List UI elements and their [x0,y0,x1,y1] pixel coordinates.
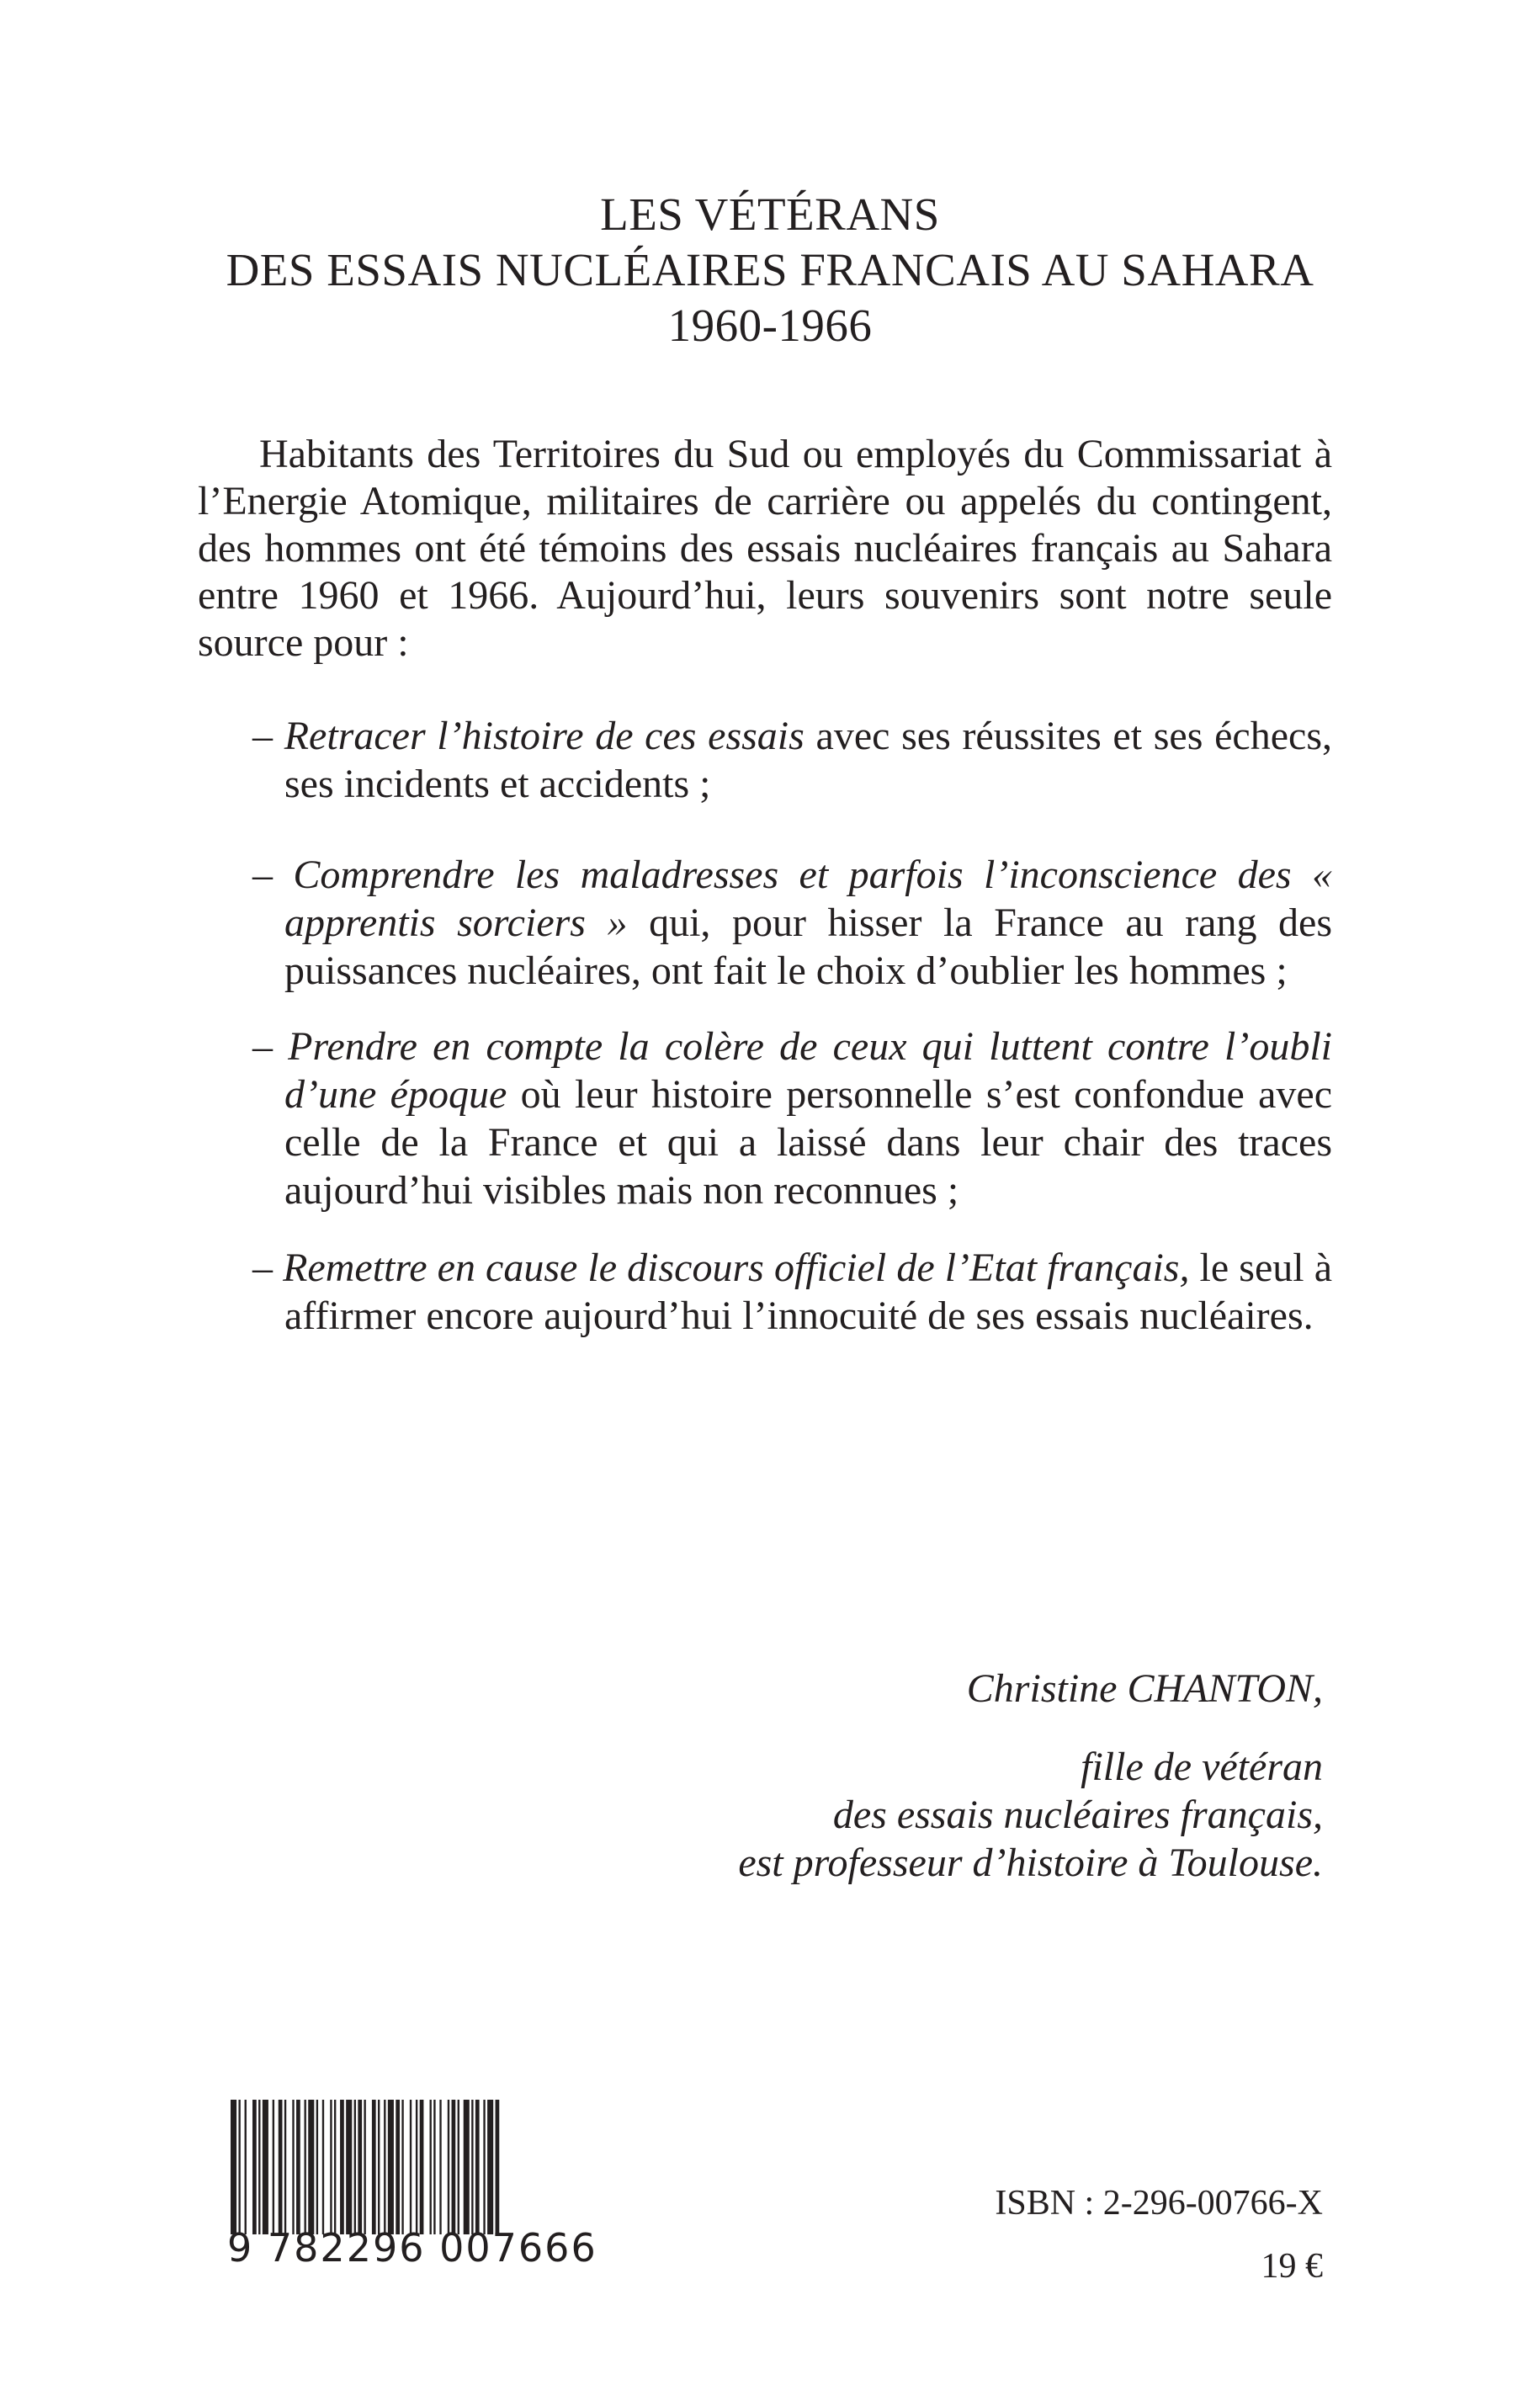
barcode-bar [258,2100,260,2234]
list-dash: – [252,1246,284,1290]
barcode-bar [448,2100,449,2234]
list-item [252,1023,1332,1214]
price: 19 € [1261,2247,1323,2286]
isbn: ISBN : 2-296-00766-X [995,2184,1323,2223]
intro-paragraph: Habitants des Territoires du Sud ou employés du Commissariat à l’Energie Atomique, militaires de carrière ou appelés du contingent, des hommes ont été témoins des essais nucléaires français au Sahara entre 1960 et 1966. Aujourd’hui, leurs souvenirs sont notre seule source pour : [198,432,1332,665]
barcode [227,2100,597,2271]
barcode-bar [487,2100,493,2234]
author-bio [738,1743,1323,1887]
bio-line-1: fille de vétéran [1081,1745,1323,1789]
list-item-text: avec ses réussites et ses échecs, ses incidents et accidents ; [284,714,1332,806]
list-dash: – [252,714,284,758]
barcode-bar [439,2100,441,2234]
barcode-bar [475,2100,480,2234]
barcode-bar [464,2100,470,2234]
barcode-bar [279,2100,283,2234]
barcode-bar [471,2100,473,2234]
barcode-bar [284,2100,286,2234]
list-item-italic: Retracer l’histoire de ces essais [284,714,805,758]
barcode-bar [273,2100,274,2234]
title-line-1: LES VÉTÉRANS [600,189,940,240]
barcode-bar [401,2100,403,2234]
list-item-text: où leur histoire personnelle s’est confondue avec celle de la France et qui a laissé dans leur chair des traces aujourd’hui visibles mais non reconnues ; [284,1072,1332,1213]
barcode-bar [496,2100,500,2234]
bio-line-3: est professeur d’histoire à Toulouse. [738,1841,1323,1885]
title-line-2: DES ESSAIS NUCLÉAIRES FRANCAIS AU SAHARA [226,244,1314,295]
book-title [0,187,1540,353]
barcode-bar [238,2100,240,2234]
barcode-bar [231,2100,236,2234]
barcode-bar [416,2100,417,2234]
barcode-bar [354,2100,356,2234]
barcode-bar [252,2100,257,2234]
barcode-bars [227,2100,572,2234]
barcode-bar [458,2100,459,2234]
barcode-bar [372,2100,376,2234]
barcode-bar [330,2100,332,2234]
barcode-bar [410,2100,412,2234]
barcode-bar [316,2100,318,2234]
barcode-bar [245,2100,247,2234]
list-item-italic: Prendre en compte la colère de ceux qui luttent contre l’oubli d’une époque [284,1024,1332,1117]
bio-line-2: des essais nucléaires français, [832,1793,1323,1837]
barcode-bar [296,2100,300,2234]
barcode-bar [483,2100,485,2234]
barcode-bar [378,2100,380,2234]
barcode-bar [364,2100,365,2234]
list-item [252,851,1332,995]
barcode-bar [358,2100,362,2234]
barcode-bar [263,2100,268,2234]
barcode-bar [346,2100,352,2234]
barcode-digits: 9 782296 007666 [227,2225,597,2271]
barcode-bar [334,2100,336,2234]
barcode-bar [433,2100,435,2234]
list-dash: – [252,1024,289,1069]
barcode-bar [308,2100,314,2234]
list-item [252,712,1332,808]
barcode-bar [430,2100,432,2234]
barcode-bar [396,2100,400,2234]
barcode-bar [340,2100,344,2234]
list-dash: – [252,853,294,897]
barcode-bar [452,2100,456,2234]
barcode-bar [305,2100,306,2234]
title-years: 1960-1966 [667,300,873,351]
author-signature: Christine CHANTON, [966,1666,1323,1711]
barcode-bar [292,2100,294,2234]
list-item-text: qui, pour hisser la France au rang des puissances nucléaires, ont fait le choix d’oublier les hommes ; [284,900,1332,993]
barcode-bar [322,2100,324,2234]
list-item [252,1244,1332,1340]
barcode-bar [420,2100,424,2234]
barcode-bar [388,2100,394,2234]
barcode-bar [384,2100,385,2234]
list-item-italic: Comprendre les maladresses et parfois l’inconscience des « apprentis sorciers » [284,853,1332,945]
list-item-italic: Remettre en cause le discours officiel de l’Etat français, [283,1246,1190,1290]
list-item-text: le seul à affirmer encore aujourd’hui l’innocuité de ses essais nucléaires. [284,1246,1333,1338]
